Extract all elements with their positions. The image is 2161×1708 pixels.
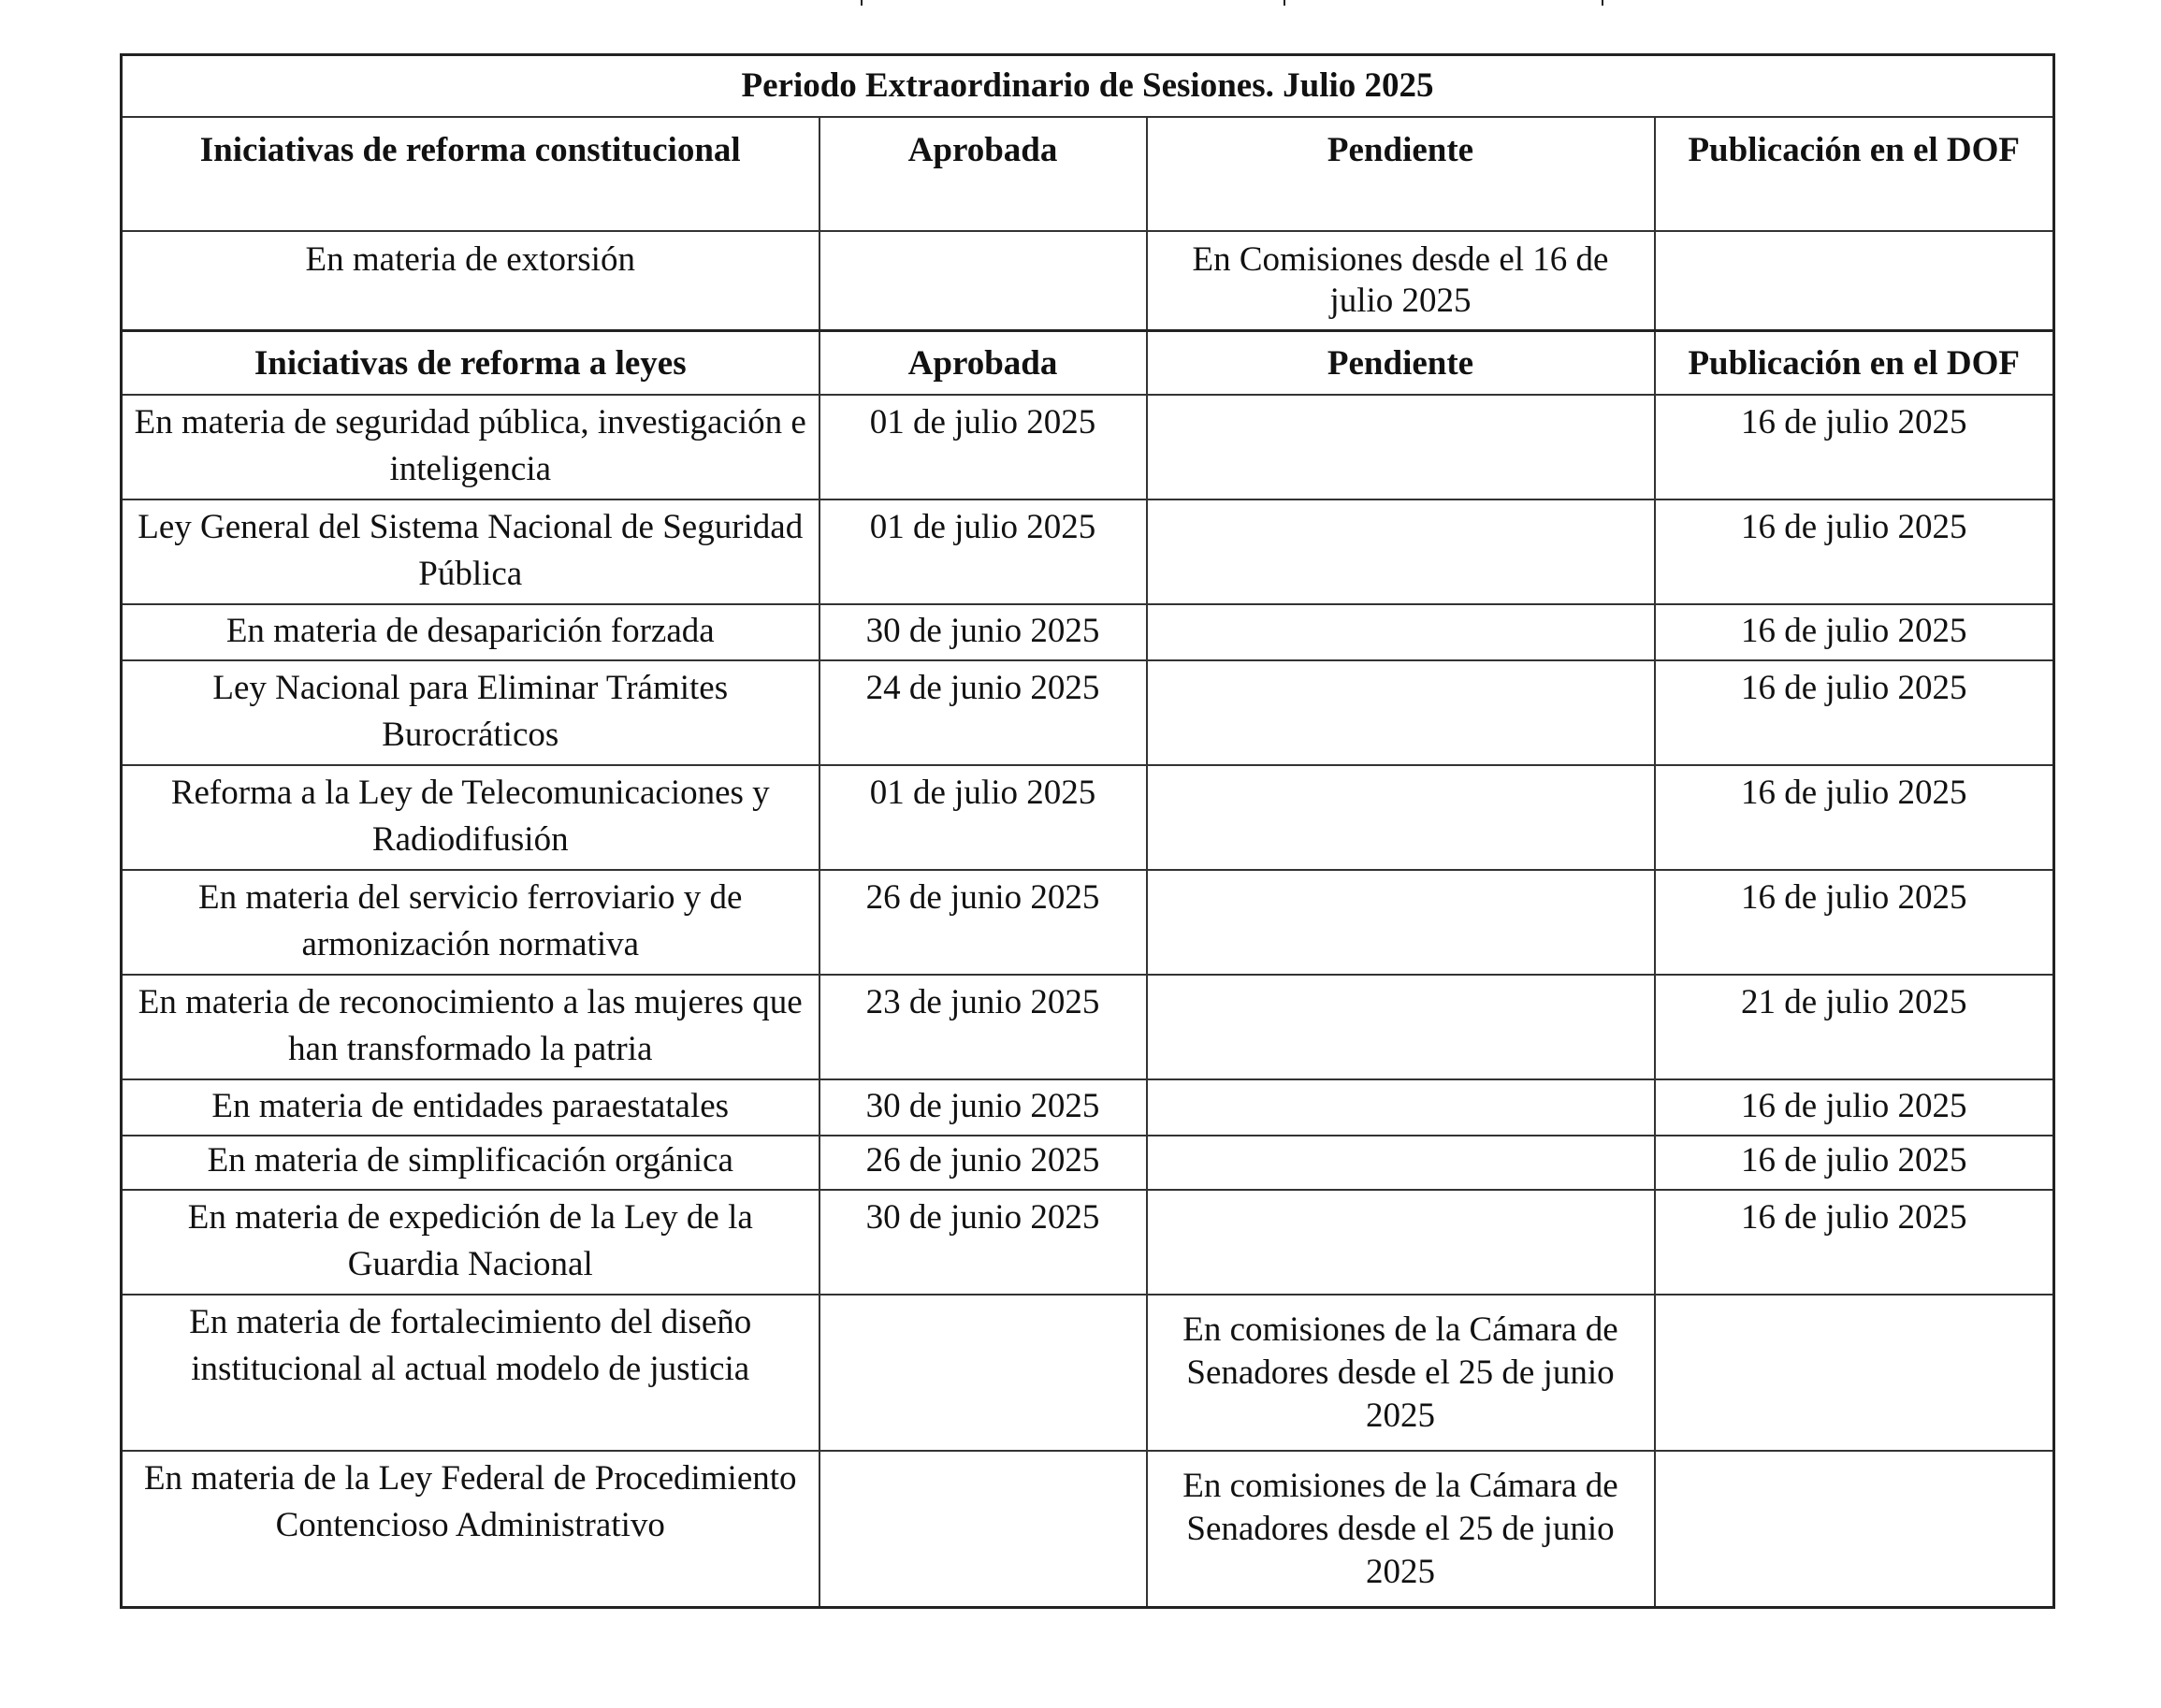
cell-pendiente [1147, 499, 1655, 604]
cell-publicacion: 16 de julio 2025 [1655, 1079, 2054, 1136]
cell-iniciativa: En materia de simplificación orgánica [122, 1136, 819, 1190]
constitutional-header-row [122, 117, 2054, 231]
table-row [122, 870, 2054, 975]
table-title: Periodo Extraordinario de Sesiones. Julio 2025 [122, 55, 2054, 118]
cell-aprobada [819, 1295, 1147, 1451]
cell-aprobada [819, 231, 1147, 331]
cell-iniciativa: En materia de extorsión [122, 231, 819, 331]
table-row [122, 395, 2054, 499]
cell-aprobada: 26 de junio 2025 [819, 1136, 1147, 1190]
cell-aprobada: 30 de junio 2025 [819, 604, 1147, 660]
cell-publicacion: 16 de julio 2025 [1655, 395, 2054, 499]
cell-pendiente: En Comisiones desde el 16 de julio 2025 [1147, 231, 1655, 331]
cell-iniciativa: En materia del servicio ferroviario y de armonización normativa [122, 870, 819, 975]
table-row [122, 1451, 2054, 1608]
cell-pendiente: En comisiones de la Cámara de Senadores desde el 25 de junio 2025 [1147, 1295, 1655, 1451]
table-row [122, 660, 2054, 765]
previous-page-edge-divider [1284, 0, 1285, 6]
cell-aprobada [819, 1451, 1147, 1608]
header-publicacion-dof: Publicación en el DOF [1655, 331, 2054, 396]
header-pendiente: Pendiente [1147, 331, 1655, 396]
cell-publicacion [1655, 1295, 2054, 1451]
table-row [122, 499, 2054, 604]
cell-iniciativa: En materia de seguridad pública, investigación e inteligencia [122, 395, 819, 499]
cell-pendiente [1147, 975, 1655, 1079]
cell-aprobada: 01 de julio 2025 [819, 499, 1147, 604]
cell-iniciativa: En materia de la Ley Federal de Procedimiento Contencioso Administrativo [122, 1451, 819, 1608]
cell-pendiente [1147, 1190, 1655, 1295]
cell-publicacion: 16 de julio 2025 [1655, 660, 2054, 765]
cell-pendiente [1147, 660, 1655, 765]
cell-aprobada: 26 de junio 2025 [819, 870, 1147, 975]
cell-publicacion [1655, 231, 2054, 331]
header-iniciativa-leyes: Iniciativas de reforma a leyes [122, 331, 819, 396]
cell-iniciativa: Reforma a la Ley de Telecomunicaciones y Radiodifusión [122, 765, 819, 870]
cell-publicacion: 16 de julio 2025 [1655, 870, 2054, 975]
laws-header-row [122, 331, 2054, 396]
header-aprobada: Aprobada [819, 117, 1147, 231]
cell-publicacion: 16 de julio 2025 [1655, 604, 2054, 660]
extraordinary-session-table [120, 53, 2055, 1609]
cell-pendiente [1147, 870, 1655, 975]
header-aprobada: Aprobada [819, 331, 1147, 396]
cell-publicacion: 21 de julio 2025 [1655, 975, 2054, 1079]
table-row [122, 231, 2054, 331]
cell-iniciativa: Ley Nacional para Eliminar Trámites Burocráticos [122, 660, 819, 765]
cell-iniciativa: En materia de expedición de la Ley de la Guardia Nacional [122, 1190, 819, 1295]
cell-pendiente [1147, 765, 1655, 870]
cell-iniciativa: Ley General del Sistema Nacional de Seguridad Pública [122, 499, 819, 604]
table-row [122, 975, 2054, 1079]
cell-pendiente [1147, 604, 1655, 660]
cell-aprobada: 30 de junio 2025 [819, 1190, 1147, 1295]
table-title-row [122, 55, 2054, 118]
cell-pendiente [1147, 1136, 1655, 1190]
cell-iniciativa: En materia de reconocimiento a las mujeres que han transformado la patria [122, 975, 819, 1079]
cell-pendiente [1147, 395, 1655, 499]
cell-pendiente: En comisiones de la Cámara de Senadores desde el 25 de junio 2025 [1147, 1451, 1655, 1608]
cell-iniciativa: En materia de desaparición forzada [122, 604, 819, 660]
cell-iniciativa: En materia de fortalecimiento del diseño institucional al actual modelo de justicia [122, 1295, 819, 1451]
header-iniciativa-constitucional: Iniciativas de reforma constitucional [122, 117, 819, 231]
header-pendiente: Pendiente [1147, 117, 1655, 231]
cell-aprobada: 01 de julio 2025 [819, 395, 1147, 499]
cell-aprobada: 01 de julio 2025 [819, 765, 1147, 870]
table-row [122, 1190, 2054, 1295]
cell-publicacion: 16 de julio 2025 [1655, 499, 2054, 604]
cell-publicacion: 16 de julio 2025 [1655, 1190, 2054, 1295]
table-row [122, 1295, 2054, 1451]
cell-pendiente [1147, 1079, 1655, 1136]
previous-page-edge [861, 0, 1603, 6]
header-publicacion-dof: Publicación en el DOF [1655, 117, 2054, 231]
cell-publicacion: 16 de julio 2025 [1655, 765, 2054, 870]
cell-aprobada: 24 de junio 2025 [819, 660, 1147, 765]
table-row [122, 1079, 2054, 1136]
cell-aprobada: 30 de junio 2025 [819, 1079, 1147, 1136]
cell-publicacion [1655, 1451, 2054, 1608]
cell-publicacion: 16 de julio 2025 [1655, 1136, 2054, 1190]
cell-iniciativa: En materia de entidades paraestatales [122, 1079, 819, 1136]
table-row [122, 765, 2054, 870]
table-row [122, 604, 2054, 660]
table-row [122, 1136, 2054, 1190]
cell-aprobada: 23 de junio 2025 [819, 975, 1147, 1079]
